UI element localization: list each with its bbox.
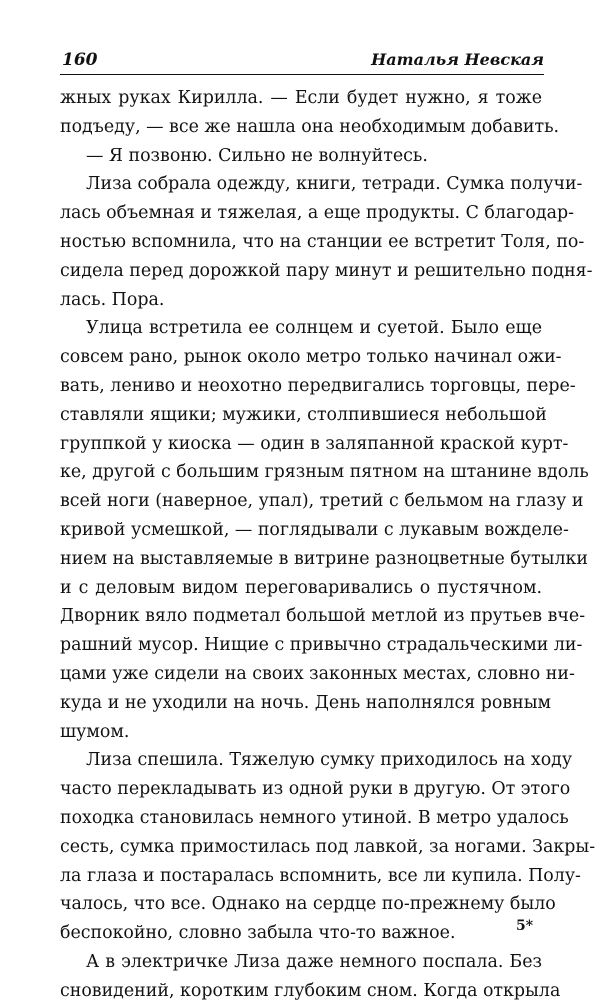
- text-line: часто перекладывать из одной руки в другую. От этого: [60, 779, 571, 800]
- text-line: кривой усмешкой, — поглядывали с лукавым вожделе-: [60, 519, 569, 540]
- body-text: [60, 84, 596, 1006]
- text-line: сидела перед дорожкой пару минут и решительно подня-: [60, 260, 593, 281]
- text-line: шумом.: [60, 721, 130, 742]
- text-line: и с деловым видом переговаривались о пустячном.: [60, 577, 542, 598]
- page-number: 160: [62, 50, 98, 70]
- text-line: всей ноги (наверное, упал), третий с бельмом на глазу и: [60, 491, 584, 512]
- text-line: лась объемная и тяжелая, а еще продукты. С благодар-: [60, 203, 574, 224]
- text-line: жных руках Кирилла. — Если будет нужно, я тоже: [60, 88, 542, 108]
- text-line: Дворник вяло подметал большой метлой из прутьев вче-: [60, 606, 586, 627]
- text-line: ла глаза и постаралась вспомнить, все ли купила. Полу-: [60, 865, 581, 886]
- text-line: — Я позвоню. Сильно не волнуйтесь.: [86, 145, 428, 166]
- text-line: беспокойно, словно забыла что-то важное.: [60, 923, 456, 944]
- text-line: ке, другой с большим грязным пятном на штанине вдоль: [60, 462, 589, 483]
- text-line: лась. Пора.: [60, 289, 165, 310]
- text-line: Лиза спешила. Тяжелую сумку приходилось на ходу: [86, 750, 573, 771]
- text-line: совсем рано, рынок около метро только начинал ожи-: [60, 347, 562, 368]
- text-line: куда и не уходили на ночь. День наполнялся ровным: [60, 692, 552, 713]
- text-line: ностью вспомнила, что на станции ее встретит Толя, по-: [60, 231, 585, 252]
- text-line: цами уже сидели на своих законных местах, словно ни-: [60, 663, 575, 684]
- text-line: подъеду, — все же нашла она необходимым добавить.: [60, 116, 560, 137]
- running-head: Наталья Невская: [371, 50, 544, 69]
- text-line: группкой у киоска — один в заляпанной краской курт-: [60, 433, 569, 454]
- text-line: сесть, сумка примостилась под лавкой, за ногами. Закры-: [60, 836, 596, 857]
- text-line: вать, лениво и неохотно передвигались торговцы, пере-: [60, 375, 576, 396]
- page-header: [60, 46, 544, 75]
- text-line: чалось, что все. Однако на сердце по-прежнему было: [60, 894, 556, 915]
- text-line: нием на выставляемые в витрине разноцветные бутылки: [60, 548, 588, 569]
- text-line: Улица встретила ее солнцем и суетой. Было еще: [86, 318, 542, 339]
- text-line: рашний мусор. Нищие с привычно страдальческими ли-: [60, 635, 583, 656]
- text-line: сновидений, коротким глубоким сном. Когда открыла: [60, 980, 561, 1001]
- text-line: ставляли ящики; мужики, столпившиеся небольшой: [60, 404, 547, 425]
- signature-mark: 5*: [516, 918, 534, 934]
- text-line: А в электричке Лиза даже немного поспала. Без: [86, 951, 542, 972]
- text-line: Лиза собрала одежду, книги, тетради. Сумка получи-: [86, 174, 583, 195]
- text-line: походка становилась немного утиной. В метро удалось: [60, 807, 569, 828]
